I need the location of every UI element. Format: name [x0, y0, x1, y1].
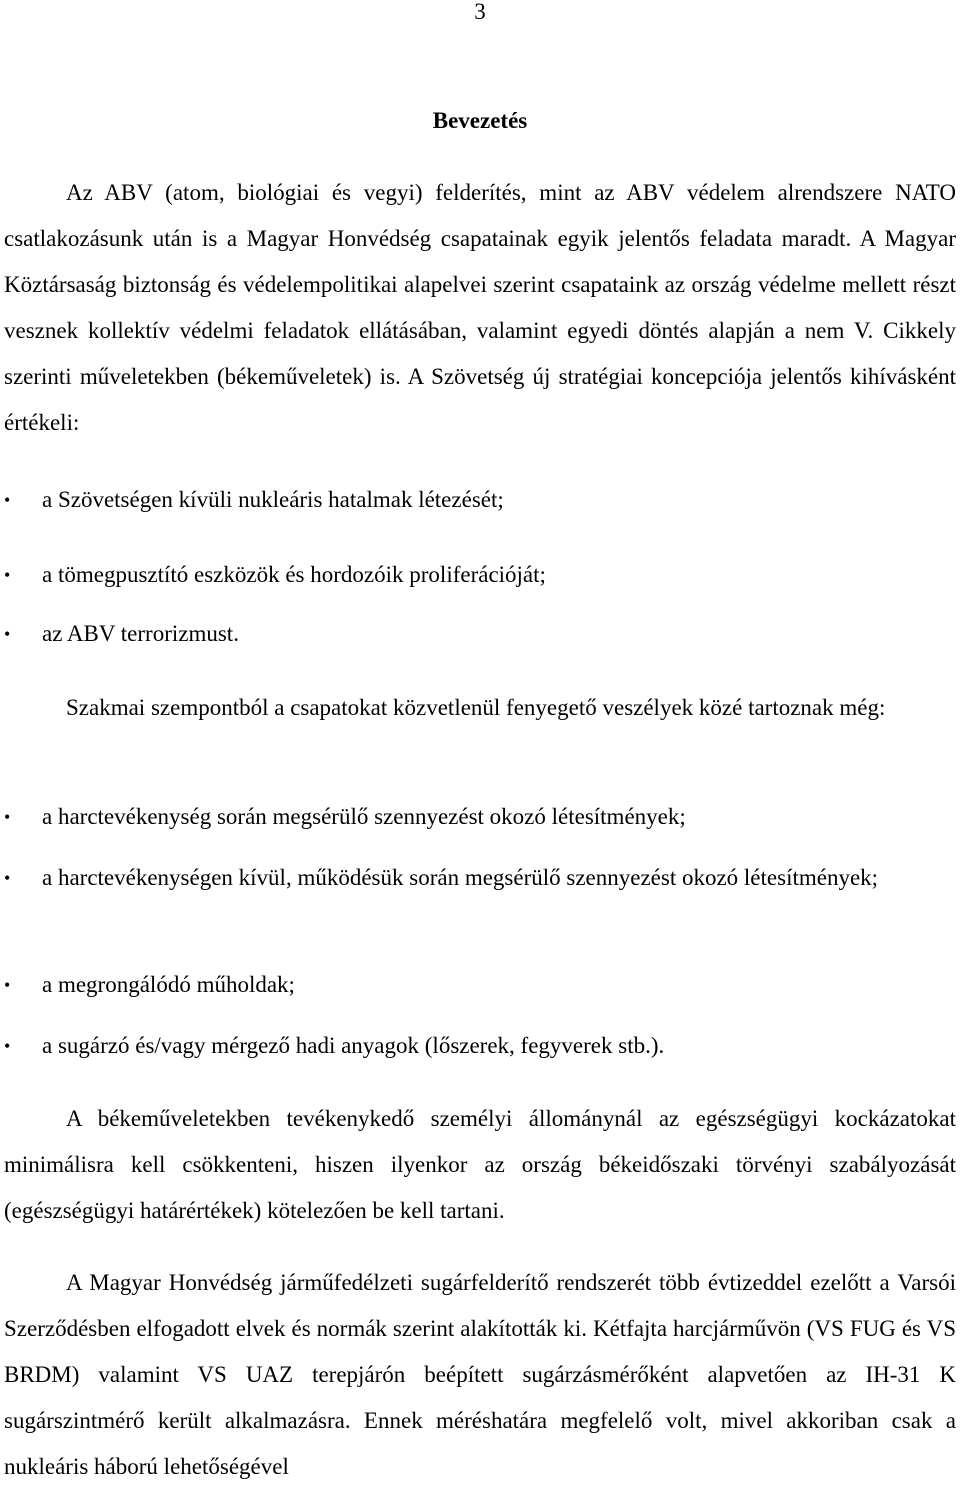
list-item-text: a harctevékenység során megsérülő szennyezést okozó létesítmények;: [42, 804, 686, 829]
list-item-text: a Szövetségen kívüli nukleáris hatalmak létezését;: [42, 487, 504, 512]
paragraph-intro: Az ABV (atom, biológiai és vegyi) felderítés, mint az ABV védelem alrendszere NATO csatlakozásunk után is a Magyar Honvédség csapatainak egyik jelentős feladata maradt. A Magyar Köztársaság biztonság és védelempolitikai alapelvei szerint csapataink az ország védelme mellett részt vesznek kollektív védelmi feladatok ellátásában, valamint egyedi döntés alapján a nem V. Cikkely szerinti műveletekben (békeműveletek) is. A Szövetség új stratégiai koncepciója jelentős kihívásként értékeli:: [4, 180, 956, 435]
bullet-icon: •: [4, 975, 11, 995]
list-item: [4, 477, 956, 523]
list-item-text: a megrongálódó műholdak;: [42, 972, 295, 997]
paragraph-threats: Szakmai szempontból a csapatokat közvetlenül fenyegető veszélyek közé tartoznak még:: [66, 695, 886, 720]
bullet-icon: •: [4, 1036, 11, 1056]
list-item-text: a harctevékenységen kívül, működésük során megsérülő szennyezést okozó létesítmények;: [42, 865, 879, 890]
bullet-icon: •: [4, 624, 11, 644]
list-item: [4, 1023, 956, 1069]
list-item: [4, 794, 956, 840]
list-item: [4, 552, 956, 598]
list-item: [4, 855, 956, 901]
list-item: [4, 611, 956, 657]
bullet-icon: •: [4, 807, 11, 827]
bullet-icon: •: [4, 490, 11, 510]
section-title: Bevezetés: [432, 108, 528, 133]
list-item-text: az ABV terrorizmust.: [42, 621, 239, 646]
list-item: [4, 962, 956, 1008]
paragraph-detection-system: A Magyar Honvédség járműfedélzeti sugárfelderítő rendszerét több évtizeddel ezelőtt a Varsói Szerződésben elfogadott elvek és normák szerint alakították ki. Kétfajta harcjárművön (VS FUG és VS BRDM) valamint VS UAZ terepjárón beépített sugárzásmérőként alapvetően az IH-31 K sugárszintmérő került alkalmazásra. Ennek méréshatára megfelelő volt, mivel akkoriban csak a nukleáris háború lehetőségével: [4, 1270, 956, 1479]
page-number: 3: [474, 0, 486, 24]
bullet-icon: •: [4, 868, 11, 888]
list-item-text: a tömegpusztító eszközök és hordozóik proliferációját;: [42, 562, 546, 587]
list-item-text: a sugárzó és/vagy mérgező hadi anyagok (lőszerek, fegyverek stb.).: [42, 1033, 665, 1058]
bullet-icon: •: [4, 565, 11, 585]
paragraph-peacekeeping: A békeműveletekben tevékenykedő személyi állománynál az egészségügyi kockázatokat minimálisra kell csökkenteni, hiszen ilyenkor az ország békeidőszaki törvényi szabályozását (egészségügyi határértékek) kötelezően be kell tartani.: [4, 1106, 956, 1223]
